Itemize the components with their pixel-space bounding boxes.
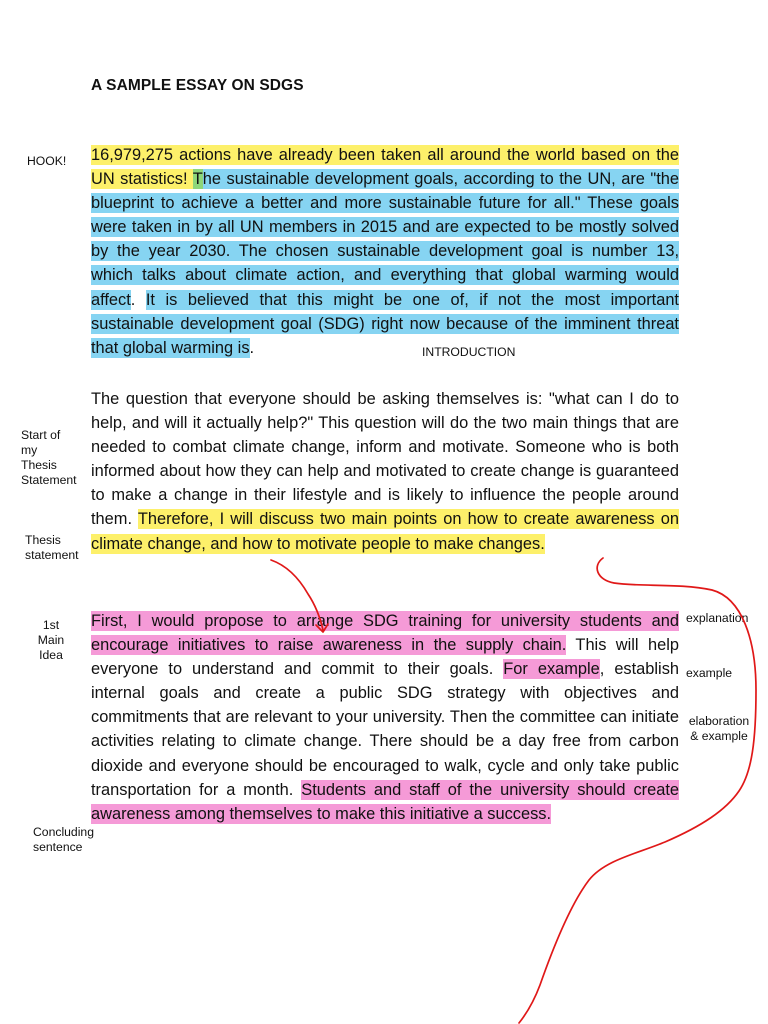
annotation-line: & example	[690, 729, 748, 743]
thesis-plain-text: The question that everyone should be asking themselves is: "what can I do to help, and will it actually help?" This question will do the two main things that are needed to combat climate change, inform and motivate. Someone who is both informed about how they can help and motivated to create change is guaranteed to make a change in their lifestyle and is likely to influence the people around them.	[91, 390, 679, 529]
body-plain-text-2: , establish internal goals and create a public SDG strategy with objectives and commitments that are relevant to your university. Then the committee can initiate activities relating to climate change. There should be a day free from carbon dioxide and everyone should be encouraged to walk, cycle and only take public transportation for a month.	[91, 660, 680, 799]
annotation-line: Concluding	[33, 825, 94, 839]
annotation-line: Statement	[21, 473, 77, 487]
annotation-line: 1st	[42, 618, 60, 632]
hook-highlight: 16,979,275 actions have already been taken all around the world based on the UN statistics!	[91, 146, 679, 189]
intro-highlight-blue-2: It is believed that this might be one of, if not the most important sustainable development goal (SDG) right now because of the imminent threat that global warming is	[91, 290, 679, 357]
annotation-explanation: explanation	[686, 611, 749, 625]
body-plain-text: This will help everyone to understand and commit to their goals.	[91, 636, 679, 679]
intro-highlight-blue: he sustainable development goals, according to the UN, are "the blueprint to achieve a better and more sustainable future for all." These goals were taken in by all UN members in 2015 and are expected to be mostly solved by the year 2030. The chosen sustainable development goal is number 13, which talks about climate action, and everything that global warming would affect	[91, 170, 679, 309]
annotation-example: example	[686, 666, 733, 680]
annotation-elaboration	[684, 714, 754, 744]
annotation-hook: HOOK!	[27, 154, 67, 168]
annotation-thesis-statement	[25, 533, 79, 563]
thesis-statement-highlight: Therefore, I will discuss two main points on how to create awareness on climate change, and how to motivate people to make changes.	[91, 510, 679, 553]
annotation-line: Thesis	[21, 458, 57, 472]
example-highlight: For example	[503, 660, 600, 679]
annotation-concluding	[33, 825, 94, 855]
annotation-line: my	[21, 443, 38, 457]
annotation-main-idea	[30, 618, 72, 663]
annotation-line: sentence	[33, 840, 83, 854]
main-idea-highlight: First, I would propose to arrange SDG training for university students and encourage initiatives to raise awareness in the supply chain.	[91, 612, 679, 655]
annotation-line: Start of	[21, 428, 61, 442]
green-highlight: T	[192, 170, 203, 189]
annotation-line: Thesis	[25, 533, 61, 547]
annotation-line: statement	[25, 548, 79, 562]
body-paragraph	[91, 609, 679, 826]
concluding-highlight: Students and staff of the university should create awareness among themselves to make this initiative a success.	[91, 780, 680, 823]
annotation-line: Main	[37, 633, 65, 647]
essay-title: A SAMPLE ESSAY ON SDGS	[91, 77, 304, 94]
thesis-paragraph	[91, 387, 679, 556]
annotation-start-thesis	[21, 428, 77, 488]
annotation-line: elaboration	[688, 714, 750, 728]
annotation-introduction: INTRODUCTION	[422, 345, 516, 359]
introduction-paragraph	[91, 143, 679, 360]
intro-plain-text: .	[130, 290, 146, 309]
annotation-line: Idea	[39, 648, 63, 662]
intro-plain-end: .	[249, 338, 255, 357]
